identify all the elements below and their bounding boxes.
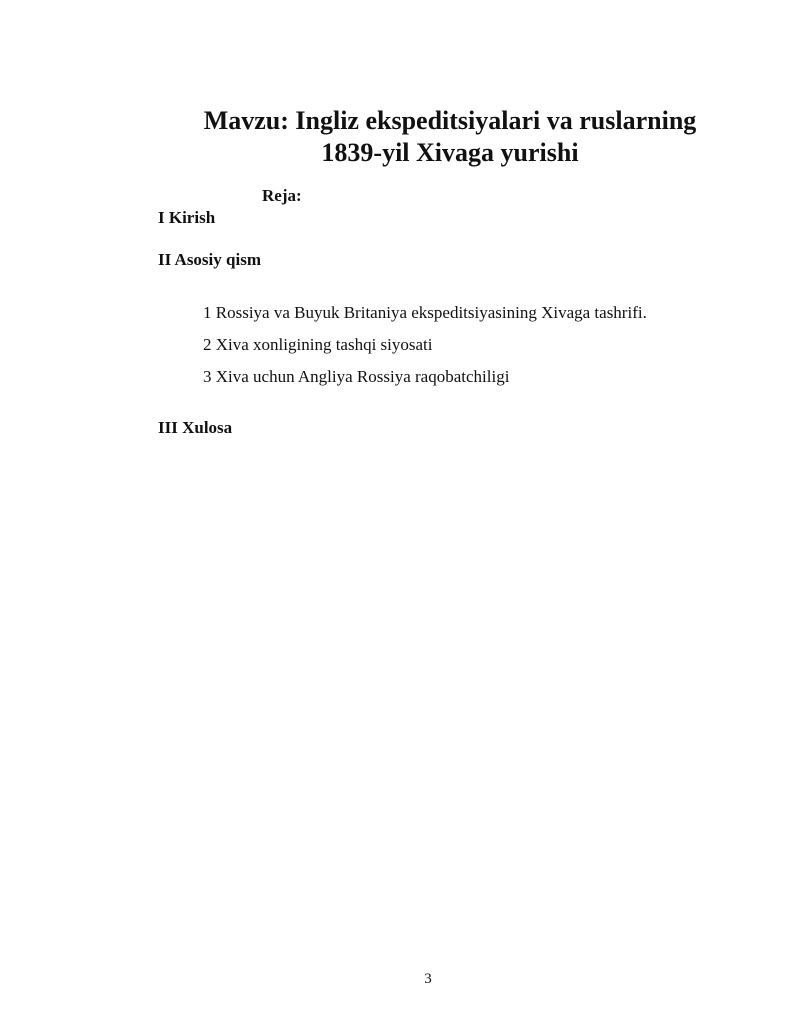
- plan-heading: Reja:: [262, 186, 302, 205]
- subitem-3: 3 Xiva uchun Angliya Rossiya raqobatchiligi: [203, 367, 510, 386]
- subitem-1: 1 Rossiya va Buyuk Britaniya ekspeditsiyasining Xivaga tashrifi.: [203, 303, 647, 322]
- section-conclusion: III Xulosa: [158, 418, 233, 437]
- subitem-2: 2 Xiva xonligining tashqi siyosati: [203, 335, 433, 354]
- section-introduction: I Kirish: [158, 208, 216, 227]
- title-line-1: Mavzu: Ingliz ekspeditsiyalari va ruslarning: [203, 106, 697, 135]
- page-number: 3: [424, 971, 432, 987]
- section-main-part: II Asosiy qism: [158, 250, 261, 269]
- title-line-2: 1839-yil Xivaga yurishi: [321, 138, 579, 167]
